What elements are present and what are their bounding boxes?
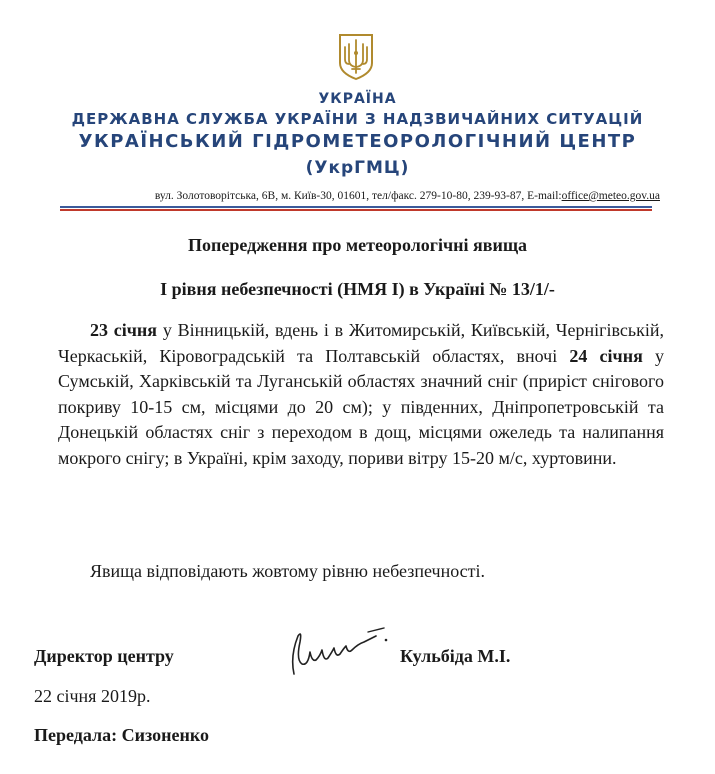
header-service: ДЕРЖАВНА СЛУЖБА УКРАЇНИ З НАДЗВИЧАЙНИХ СИТУАЦІЙ <box>71 110 644 128</box>
warning-subtitle: І рівня небезпечності (НМЯ І) в Україні № 13/1/- <box>160 279 555 299</box>
sent-by: Передала: Сизоненко <box>34 725 209 745</box>
email-link[interactable]: office@meteo.gov.ua <box>561 190 660 202</box>
header-country: УКРАЇНА <box>318 91 397 107</box>
body-text-part1: у Вінницькій, вдень і в Житомирській, Київській, Чернігівській, Черкаській, Кіровоградській та Полтавській областях, вночі <box>58 320 664 366</box>
signer-role: Директор центру <box>34 646 174 666</box>
header-abbreviation: (УкрГМЦ) <box>305 158 410 178</box>
signer-name: Кульбіда М.І. <box>400 646 511 666</box>
document-date: 22 січня 2019р. <box>34 686 151 706</box>
header-rule-blue <box>60 206 652 208</box>
body-text-part2: у Сумській, Харківській та Луганській областях значний сніг (приріст снігового покриву 10-15 см, місцями до 20 см); у південних, Дніпропетровській та Донецькій областях сніг з переходом в дощ, місцями ожеледь та налипання мокрого снігу; в Україні, крім заходу, пориви вітру 15-20 м/с, хуртовини. <box>58 345 664 468</box>
danger-level-note: Явища відповідають жовтому рівню небезпечності. <box>90 561 486 581</box>
header-rule-red <box>60 209 652 211</box>
handwritten-signature <box>272 622 392 680</box>
trident-emblem-icon <box>337 33 375 81</box>
date-first: 23 січня <box>90 320 158 340</box>
warning-title: Попередження про метеорологічні явища <box>187 235 528 255</box>
warning-body <box>58 318 664 471</box>
contact-line <box>60 190 660 202</box>
contact-address: вул. Золотоворітська, 6В, м. Київ-30, 01601, тел/факс. 279-10-80, 239-93-87, E-mail: <box>154 190 562 202</box>
header-center: УКРАЇНСЬКИЙ ГІДРОМЕТЕОРОЛОГІЧНИЙ ЦЕНТР <box>78 131 637 152</box>
date-second: 24 січня <box>569 345 643 366</box>
